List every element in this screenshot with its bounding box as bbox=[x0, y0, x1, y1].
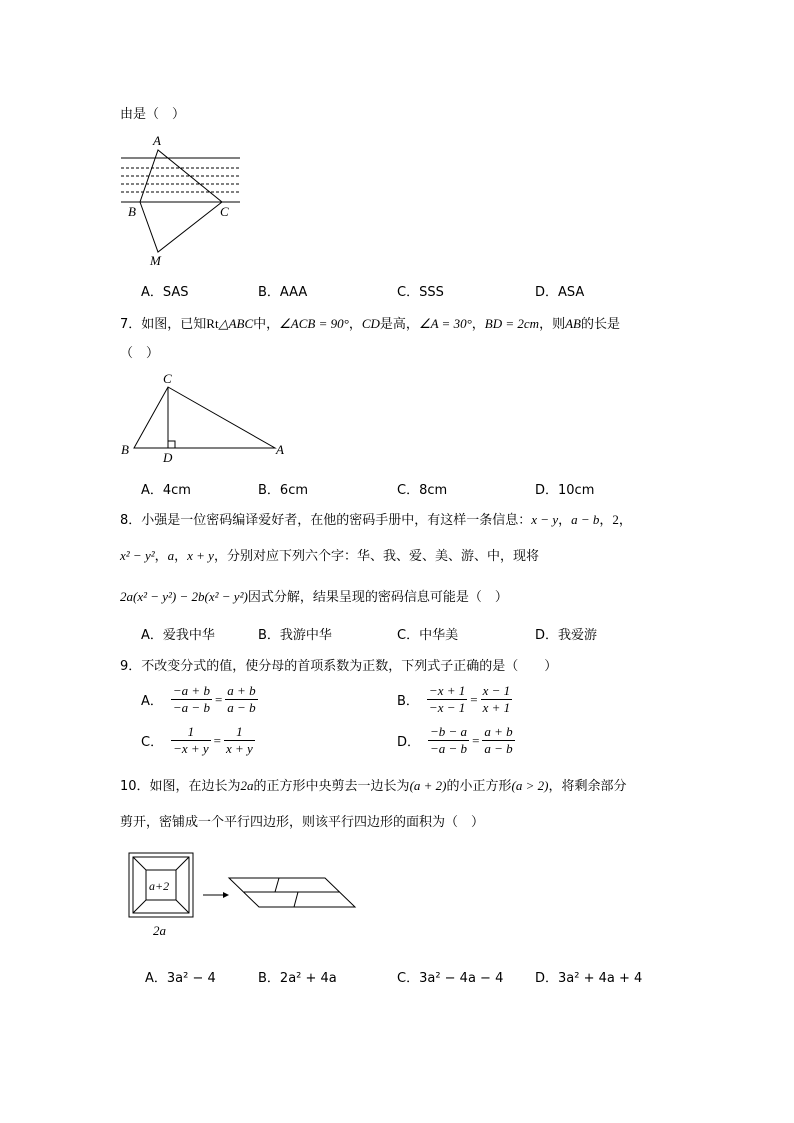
q8-option-d: D．我爱游 bbox=[535, 628, 598, 643]
q9-option-a: A． $\frac{-a + b}{-a - b}$ = $\frac{a + b}{a - b}$ bbox=[141, 683, 256, 715]
q10-stem-line2: 剪开，密铺成一个平行四边形，则该平行四边形的面积为（ ） bbox=[120, 815, 485, 830]
q6-label-b: B bbox=[128, 204, 136, 219]
q6-label-m: M bbox=[150, 253, 161, 268]
q8-stem-line1: 8．小强是一位密码编译爱好者，在他的密码手册中，有这样一条信息：x − y，a − b，2， bbox=[120, 512, 632, 528]
q7-label-b: B bbox=[121, 442, 129, 457]
q6-option-d: D．ASA bbox=[535, 285, 585, 300]
q7-label-a: A bbox=[276, 442, 284, 457]
q8-stem-line3: 2a(x² − y²) − 2b(x² − y²)因式分解，结果呈现的密码信息可能是（ ） bbox=[120, 589, 508, 605]
q7-figure bbox=[118, 370, 293, 465]
q7-option-d: D．10cm bbox=[535, 483, 595, 498]
q10-option-a: A．3a² − 4 bbox=[145, 971, 216, 986]
q6-label-a: A bbox=[153, 133, 161, 148]
q8-option-b: B．我游中华 bbox=[258, 628, 332, 643]
q7-stem-line1: 7．如图，已知Rt△ABC中，∠ACB = 90°，CD是高，∠A = 30°，BD = 2cm，则AB的长是 bbox=[120, 316, 620, 332]
q8-option-a: A．爱我中华 bbox=[141, 628, 215, 643]
q9-option-c: C． $\frac{1}{-x + y}$ = $\frac{1}{x + y}$ bbox=[141, 724, 253, 756]
q10-option-b: B．2a² + 4a bbox=[258, 971, 337, 986]
q6-option-b: B．AAA bbox=[258, 285, 308, 300]
q9-option-d: D． $\frac{-b - a}{-a - b}$ = $\frac{a + b}{a - b}$ bbox=[397, 724, 513, 756]
q10-figure bbox=[125, 848, 365, 940]
q6-stem-tail: 由是（ ） bbox=[120, 107, 186, 122]
q7-option-c: C．8cm bbox=[397, 483, 448, 498]
q9-option-b: B． $\frac{-x + 1}{-x - 1}$ = $\frac{x - 1}{x + 1}$ bbox=[397, 683, 511, 715]
q7-option-a: A．4cm bbox=[141, 483, 191, 498]
q7-option-b: B．6cm bbox=[258, 483, 309, 498]
q10-fig-inner-label: a+2 bbox=[149, 879, 170, 893]
q8-stem-line2: x² − y²，a，x + y，分别对应下列六个字：华、我、爱、美、游、中，现将 bbox=[120, 548, 539, 564]
q7-label-c: C bbox=[163, 371, 172, 386]
q6-label-c: C bbox=[220, 204, 229, 219]
q10-option-d: D．3a² + 4a + 4 bbox=[535, 971, 643, 986]
q6-option-a: A．SAS bbox=[141, 285, 189, 300]
q7-stem-line2: （ ） bbox=[120, 346, 160, 361]
q7-label-d: D bbox=[163, 450, 173, 465]
q6-figure bbox=[118, 132, 243, 272]
q10-stem-line1: 10．如图，在边长为2a的正方形中央剪去一边长为(a + 2)的小正方形(a > 2)，将剩余部分 bbox=[120, 778, 627, 794]
q9-stem: 9．不改变分式的值，使分母的首项系数为正数，下列式子正确的是（ ） bbox=[120, 659, 558, 674]
q6-option-c: C．SSS bbox=[397, 285, 444, 300]
q10-fig-side-label: 2a bbox=[153, 923, 166, 938]
q8-option-c: C．中华美 bbox=[397, 628, 459, 643]
q10-option-c: C．3a² − 4a − 4 bbox=[397, 971, 504, 986]
